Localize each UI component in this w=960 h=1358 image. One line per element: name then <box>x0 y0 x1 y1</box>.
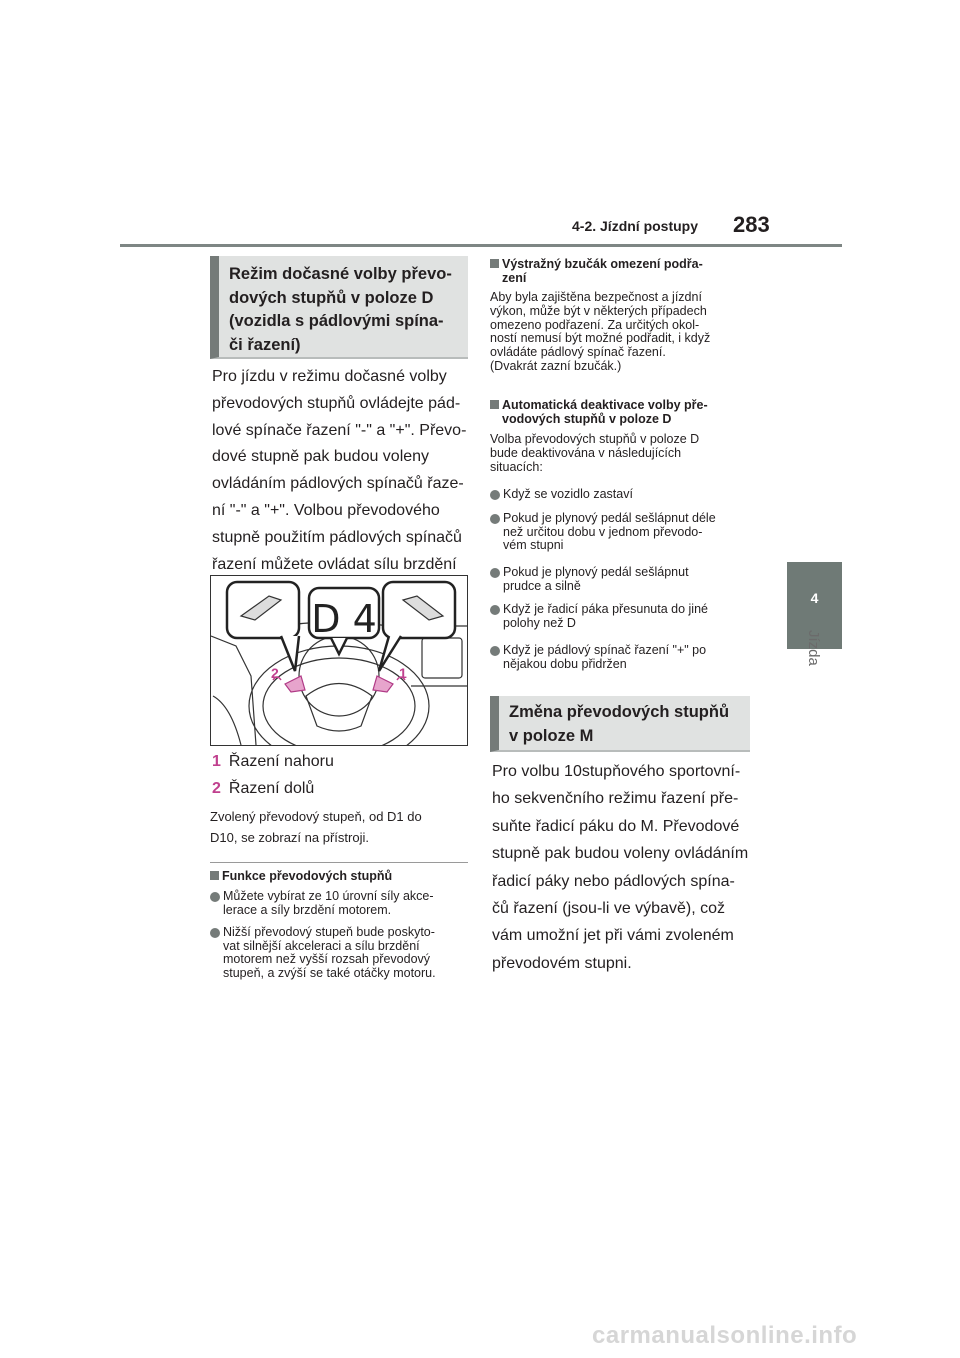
body-line: stupně pak budou voleny ovládáním <box>492 845 749 863</box>
section-title <box>509 701 744 748</box>
buzzer-body: Aby byla zajištěna bezpečnost a jízdní výkon, může být v některých případech omezeno podřazení. Za určitých okol- ností nemusí být možné podřadit, i když ovládáte pádlový spínač řazení. (Dvakrát zazní bzučák.) <box>490 290 711 373</box>
dashboard-line <box>211 636 256 745</box>
section-body <box>492 758 752 977</box>
buzzer-heading: Výstražný bzučák omezení podřa- zení <box>490 257 703 285</box>
header-rule <box>120 244 842 247</box>
figure-label-1: 1 <box>399 665 407 681</box>
body-line: převodovém stupni. <box>492 954 632 972</box>
section-title-line: Režim dočasné volby převo- <box>229 265 452 283</box>
section-title-box <box>210 256 468 359</box>
callout-number: 2 <box>212 780 221 797</box>
divider <box>210 862 468 863</box>
section-title <box>229 263 462 357</box>
gear-display-text: D 4 <box>311 597 377 641</box>
bullet-dot-icon <box>210 892 220 902</box>
bullet-dot-icon <box>490 568 500 578</box>
watermark: carmanualsonline.info <box>592 1322 858 1349</box>
section-title-line: (vozidla s pádlovými spína- <box>229 312 444 330</box>
body-line: ovládáním pádlových spínačů řaze- <box>212 475 464 493</box>
callout-downshift <box>212 780 314 798</box>
callout-number: 1 <box>212 753 221 770</box>
callout-upshift <box>212 753 334 771</box>
section-title-line: v poloze M <box>509 726 594 745</box>
note-line: D10, se zobrazí na přístroji. <box>210 830 369 845</box>
body-line: Pro volbu 10stupňového sportovní- <box>492 763 741 780</box>
body-line: stupně použitím pádlových spínačů <box>212 528 462 546</box>
auto-deactivation-heading: Automatická deaktivace volby pře- vodových stupňů v poloze D <box>490 398 708 426</box>
bullet-dot-icon <box>210 928 220 938</box>
note-line: Zvolený převodový stupeň, od D1 do <box>210 809 422 824</box>
section-title-box <box>490 696 750 752</box>
section-title-line: či řazení) <box>229 335 301 354</box>
list-item: Pokud je plynový pedál sešlápnut prudce a silně <box>490 566 689 593</box>
square-bullet-icon <box>490 400 499 409</box>
section-title-line: dových stupňů v poloze D <box>229 288 434 307</box>
list-item: Nižší převodový stupeň bude poskyto- vat silnější akceleraci a sílu brzdění motorem než vyšší rozsah převodový stupeň, a zvýší se také otáčky motoru. <box>210 926 436 980</box>
body-line: ní "-" a "+". Volbou převodového <box>212 501 440 519</box>
bullet-dot-icon <box>490 490 500 500</box>
list-item: Když je řadicí páka přesunuta do jiné polohy než D <box>490 603 708 630</box>
body-line: Pro jízdu v režimu dočasné volby <box>212 368 447 385</box>
bullet-dot-icon <box>490 514 500 524</box>
auto-deactivation-body: Volba převodových stupňů v poloze D bude deaktivována v následujících situacích: <box>490 432 700 474</box>
upshift-paddle-highlight <box>373 676 393 692</box>
bullet-dot-icon <box>490 646 500 656</box>
list-item: Když je pádlový spínač řazení "+" po nějakou dobu přidržen <box>490 644 706 671</box>
display-screen <box>422 638 462 678</box>
functions-heading: Funkce převodových stupňů <box>210 869 392 883</box>
list-item: Můžete vybírat ze 10 úrovní síly akce- lerace a síly brzdění motorem. <box>210 890 434 917</box>
callout-text: Řazení nahoru <box>228 753 334 770</box>
body-line: suňte řadicí páku do M. Převodové <box>492 817 740 835</box>
body-line: vám umožní jet při vámi zvoleném <box>492 927 734 945</box>
body-line: čů řazení (jsou-li ve výbavě), což <box>492 900 725 918</box>
door-line <box>213 696 241 745</box>
section-body <box>212 364 470 605</box>
display-note <box>210 806 422 848</box>
body-line: ho sekvenčního režimu řazení pře- <box>492 790 739 808</box>
steering-wheel-drawing <box>211 576 467 745</box>
paddle-shift-illustration <box>210 575 468 746</box>
section-title-line: Změna převodových stupňů <box>509 703 730 721</box>
chapter-number: 4 <box>810 590 819 606</box>
bullet-dot-icon <box>490 605 500 615</box>
square-bullet-icon <box>490 259 499 268</box>
figure-label-2: 2 <box>271 665 279 681</box>
chapter-label: Jízda <box>805 630 822 666</box>
callout-text: Řazení dolů <box>228 780 315 797</box>
body-line: řadicí páky nebo pádlových spína- <box>492 872 735 890</box>
steering-wheel-rim <box>249 646 429 745</box>
steering-hub <box>306 684 372 732</box>
page-number: 283 <box>733 212 770 237</box>
list-item: Pokud je plynový pedál sešlápnut déle než určitou dobu v jednom převodo- vém stupni <box>490 512 716 553</box>
body-line: dové stupně pak budou voleny <box>212 448 430 466</box>
list-item: Když se vozidlo zastaví <box>490 488 633 502</box>
section-header: 4-2. Jízdní postupy <box>572 218 699 234</box>
body-line: lové spínače řazení "-" a "+". Převo- <box>212 421 467 439</box>
body-line: řazení můžete ovládat sílu brzdění <box>212 555 457 573</box>
square-bullet-icon <box>210 871 219 880</box>
body-line: převodových stupňů ovládejte pád- <box>212 394 461 412</box>
downshift-paddle-highlight <box>285 676 305 692</box>
